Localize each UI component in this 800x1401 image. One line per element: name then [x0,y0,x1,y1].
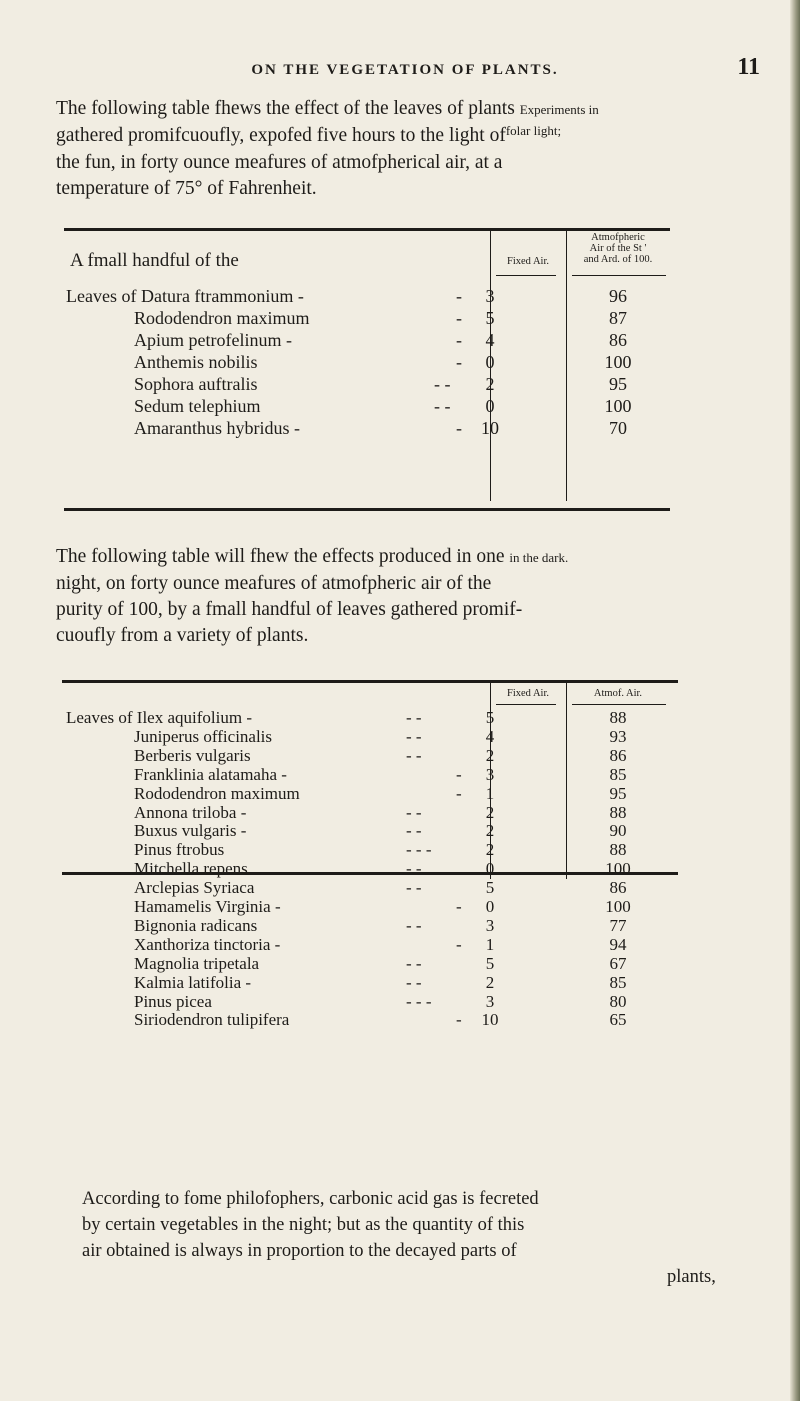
column-heading-fixed-air: Fixed Air. [506,256,549,267]
header-rule [572,704,666,705]
paragraph-line: night, on forty ounce meafures of atmofpheric air of the [56,573,492,594]
paragraph-line: air obtained is always in proportion to the decayed parts of [82,1241,517,1261]
running-head: ON THE VEGETATION OF PLANTS. [251,62,559,78]
paragraph-3 [82,1186,716,1290]
paragraph-line: According to fome philofophers, carbonic acid gas is fecreted [82,1189,539,1209]
table-stub-heading: A fmall handful of the [70,250,239,271]
paragraph-line: The following table will fhew the effects produced in one in the dark. [56,546,569,567]
paragraph-line: The following table fhews the effect of the leaves of plants Experiments in [56,98,599,119]
page-edge-shadow [790,0,800,1401]
column-divider [566,231,567,501]
paragraph-line: the fun, in forty ounce meafures of atmofpherical air, at a [56,152,503,173]
column-heading-atmospheric-air: Atmofpheric Air of the St ' and Ard. of 100. [583,232,653,265]
table-bottom-rule [64,508,670,511]
margin-note: in the dark. [509,550,569,565]
paragraph-2 [56,544,568,649]
paragraph-1 [56,96,599,202]
paragraph-line: plants, [667,1267,716,1287]
margin-note: folar light; [505,123,562,138]
paragraph-line: cuoufly from a variety of plants. [56,625,309,646]
paragraph-line: temperature of 75° of Fahrenheit. [56,178,317,199]
book-page: ON THE VEGETATION OF PLANTS. 11 The following table fhews the effect of the leaves of plants Experiments in gathered promifcuoufly, expofed five hours to the light of$^{folar light;}$ the fun, in forty ounce meafures of atmofpherical air, at a temperature of 75° of Fahrenheit. A fmall handful of the Fixed Air. Atmofpheric Air of the St ' and Ard. of 100. Leaves of Datura ftrammonium - - 3 96 Rododendron maximum - 5 87 Apium petrofelinum - - 4 86 Anthemis nobilis - 0 100 Sophora auftralis - - 2 95 Sedum telephium - - 0 100 Amaranthus hybridus - - 10 70 The following table will fhew the effects produced in one in the dark. night, on forty ounce meafures of atmofpheric air of the purity of 100, by a fmall handful of leaves gathered promif- cuoufly from a variety of plants. Fixed Air. Atmof. Air. Leaves of Ilex aquifolium - - - 5 88 Juniperus officinalis - - 4 93 Berberis vulgaris - - 2 86 Franklinia alatamaha - - 3 85 Rododendron maximum - 1 95 Annona triloba - - - 2 88 Buxus vulgaris - - - 2 90 Pinus ftrobus - - - 2 88 Mitchella repens - - 0 100 Arclepias Syriaca - - 5 86 Hamamelis Virginia - - 0 100 Bignonia radicans - - 3 77 Xanthoriza tinctoria - - 1 94 Magnolia tripetala - - 5 67 Kalmia latifolia - - - 2 85 Pinus picea - - - 3 80 Siriodendron tulipifera - 10 65 According to fome philofophers, carbonic acid gas is fecreted by certain vegetables in the night; but as the quantity of this air obtained is always in proportion to the decayed parts of plants, [0,0,800,1401]
table-top-rule [62,680,678,683]
column-divider [566,683,567,879]
margin-note: Experiments in [519,102,599,117]
page-number: 11 [737,54,760,80]
header-rule [572,275,666,276]
table-top-rule [64,228,670,231]
header-rule [496,275,556,276]
column-heading-atmospheric-air: Atmof. Air. [593,688,643,699]
column-heading-fixed-air: Fixed Air. [506,688,549,699]
paragraph-line: by certain vegetables in the night; but as the quantity of this [82,1215,525,1235]
header-rule [496,704,556,705]
paragraph-line: purity of 100, by a fmall handful of leaves gathered promif- [56,599,523,620]
paragraph-line: gathered promifcuoufly, expofed five hours to the light of$^{folar light;}$ [56,123,562,146]
